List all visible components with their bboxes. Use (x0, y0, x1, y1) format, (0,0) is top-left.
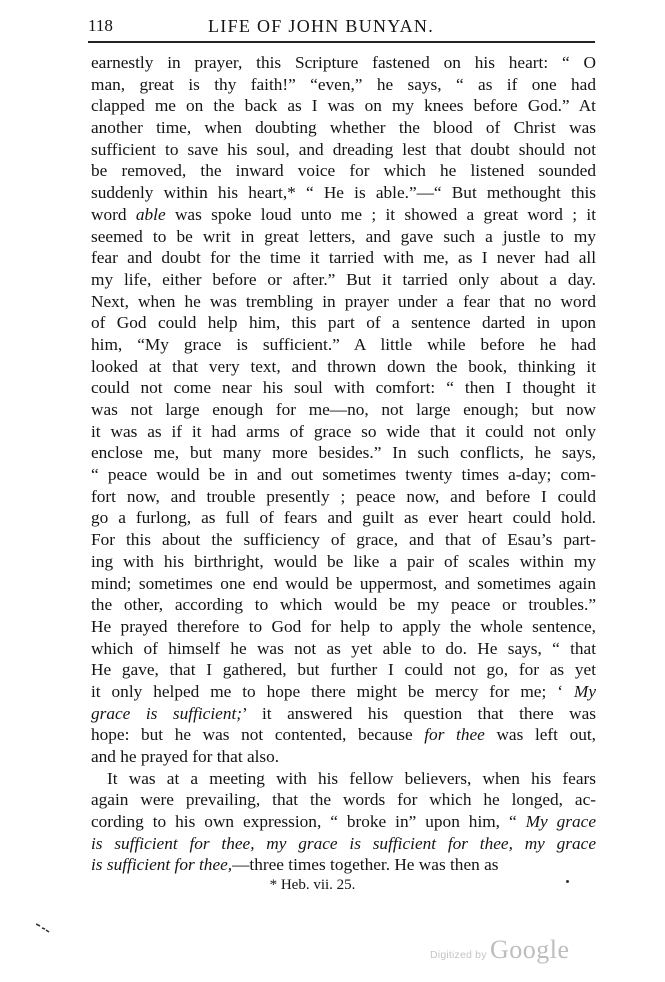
italic-text: is sufficient for thee, my grace is sufficient for thee, my grace (91, 833, 596, 853)
footnote (0, 877, 665, 894)
italic-text: My (573, 681, 596, 701)
text-line: was not large enough for me—no, not large enough; but now (91, 400, 596, 419)
running-head (88, 10, 598, 36)
text-line: earnestly in prayer, this Scripture fastened on his heart: “ O (91, 53, 596, 72)
text-line: sufficient to save his soul, and dreading lest that doubt should not (91, 139, 596, 159)
text-line: mind; sometimes one end would be uppermost, and sometimes again (91, 573, 596, 593)
italic-text: able (135, 204, 166, 224)
digitized-by-text: Digitized by (430, 949, 487, 961)
google-logo: Google (490, 935, 570, 964)
text-line: Next, when he was trembling in prayer under a fear that no word (91, 291, 596, 311)
italic-text: grace is sufficient; (91, 703, 243, 723)
text-line: him, “My grace is sufficient.” A little while before he had (91, 334, 596, 354)
text-line: which of himself he was not as yet able to do. He says, “ that (91, 638, 596, 658)
text-line: man, great is thy faith!” “even,” he says, “ as if one had (91, 74, 596, 94)
text-line: He prayed therefore to God for help to apply the whole sentence, (91, 616, 596, 636)
text-line: be removed, the inward voice for which he listened sounded (91, 161, 596, 181)
text-line: grace is sufficient;’ it answered his question that there was (91, 703, 596, 723)
text-line: ing with his birthright, would be like a pair of scales within my (91, 551, 596, 571)
footnote-text: * Heb. vii. 25. (269, 877, 356, 893)
text-line: looked at that very text, and thrown down the book, thinking it (91, 356, 596, 376)
text-line: clapped me on the back as I was on my knees before God.” At (91, 96, 596, 116)
text-line: He gave, that I gathered, but further I could not go, for as yet (91, 660, 596, 680)
text-line: For this about the sufficiency of grace, and that of Esau’s part- (91, 530, 596, 550)
text-line: fear and doubt for the time it tarried with me, as I never had all (91, 248, 596, 268)
header-rule (88, 41, 595, 43)
ink-speck (566, 880, 569, 883)
text-line: again were prevailing, that the words for which he longed, ac- (91, 790, 596, 810)
body-text (91, 52, 596, 876)
text-line: another time, when doubting whether the blood of Christ was (91, 118, 596, 138)
text-line: my life, either before or after.” But it tarried only about a day. (91, 269, 596, 289)
text-line: fort now, and trouble presently ; peace now, and before I could (91, 486, 596, 506)
text-line: word able was spoke loud unto me ; it showed a great word ; it (91, 204, 596, 224)
text-line: the other, according to which would be my peace or troubles.” (91, 595, 596, 615)
text-line: go a furlong, as full of fears and guilt as ever heart could hold. (91, 508, 596, 528)
page-number: 118 (88, 16, 113, 35)
text-line: and he prayed for that also. (91, 747, 280, 766)
text-line: is sufficient for thee,—three times together. He was then as (91, 855, 499, 875)
text-line: it only helped me to hope there might be mercy for me; ‘ My (91, 681, 596, 701)
ink-mark (36, 923, 50, 933)
text-line (91, 833, 596, 855)
text-line: hope: but he was not contented, because for thee was left out, (91, 725, 596, 745)
italic-text: My grace (525, 812, 596, 832)
italic-text: is sufficient for thee, (91, 855, 233, 875)
running-title: LIFE OF JOHN BUNYAN. (208, 16, 435, 36)
text-line: cording to his own expression, “ broke in” upon him, “ My grace (91, 812, 596, 832)
text-line: could not come near his soul with comfort: “ then I thought it (91, 378, 596, 398)
text-line: It was at a meeting with his fellow believers, when his fears (107, 768, 596, 788)
text-line: seemed to be writ in great letters, and gave such a justle to my (91, 226, 596, 246)
italic-text: for thee (424, 725, 485, 745)
text-line: suddenly within his heart,* “ He is able.”—“ But methought this (91, 183, 596, 203)
text-line: it was as if it had arms of grace so wide that it could not only (91, 421, 596, 441)
text-line: of God could help him, this part of a sentence darted in upon (91, 313, 596, 333)
text-line: enclose me, but many more besides.” In such conflicts, he says, (91, 443, 596, 463)
text-line: “ peace would be in and out sometimes twenty times a-day; com- (91, 465, 596, 485)
